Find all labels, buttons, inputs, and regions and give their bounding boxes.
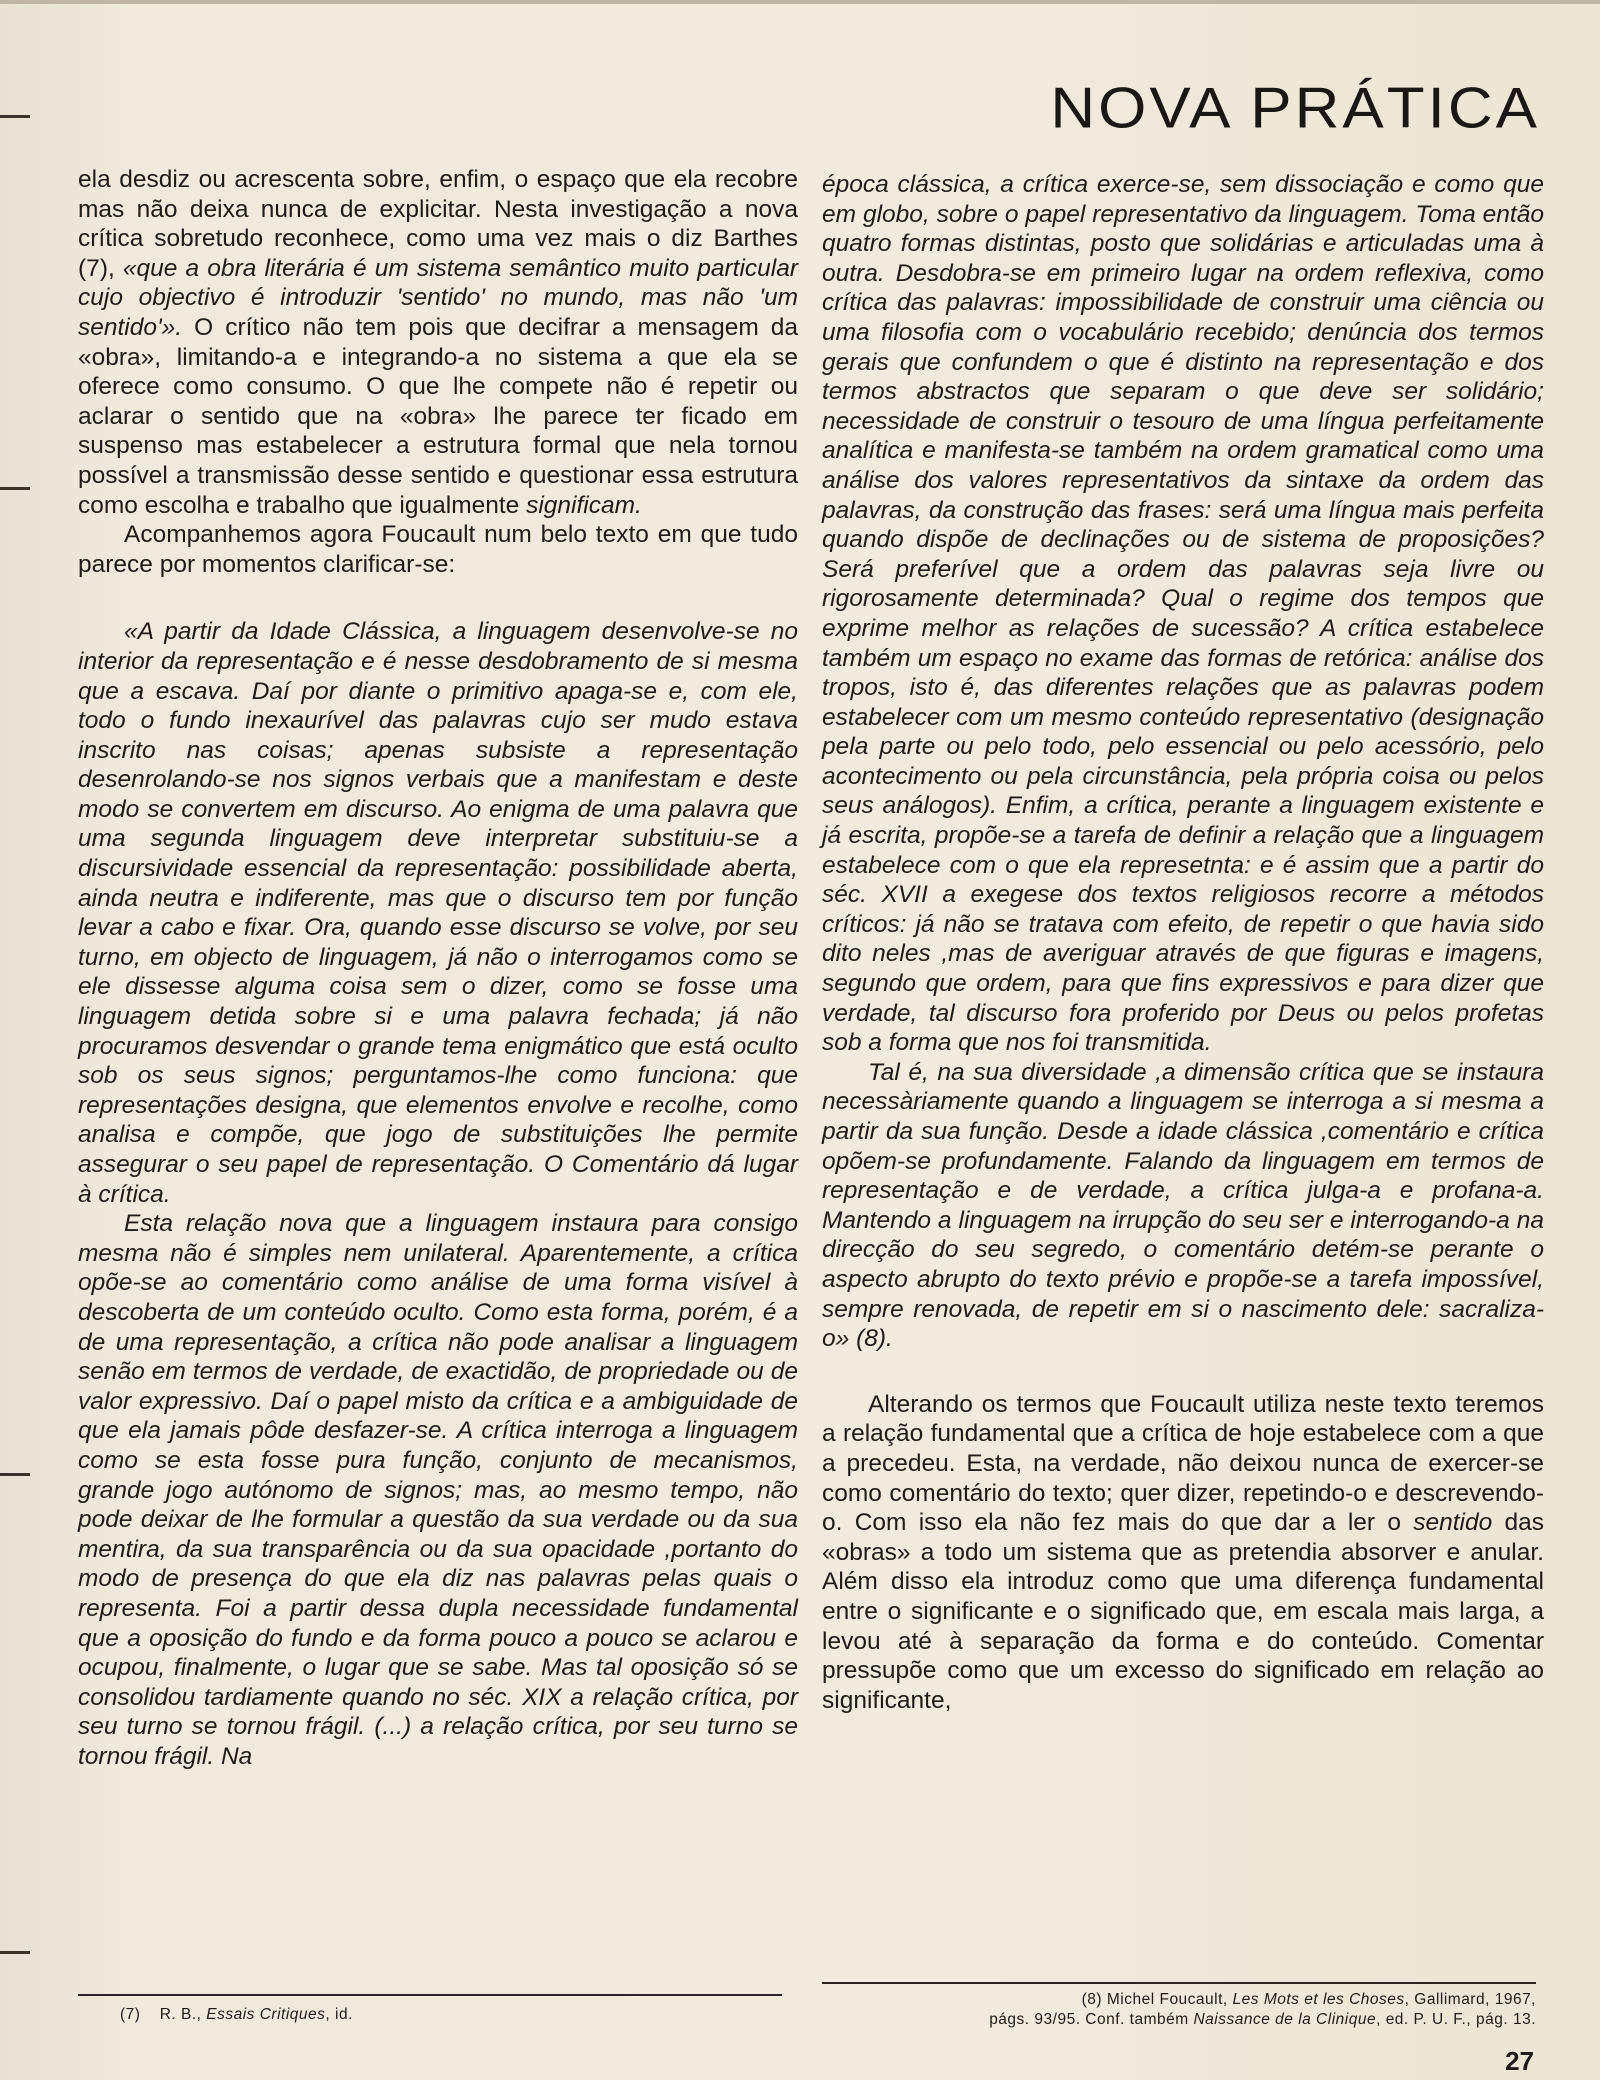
footnote-text: , Gallimard, 1967, (1404, 1991, 1536, 2008)
top-rule (0, 0, 1600, 4)
masthead: NOVA PRÁTICA (1050, 76, 1540, 141)
footnote-title: Naissance de la Clinique (1193, 2011, 1377, 2028)
quote-text: Tal é, na sua diversidade ,a dimensão crítica que se instaura necessàriamente quando a linguagem se interroga a si mesma a partir da sua função. Desde a idade clássica ,comentário e crítica opõem-se profundamente. Falando da linguagem em termos de representação e de verdade, a crítica julga-a e profana-a. Mantendo a linguagem na irrupção do seu ser e interrogando-a na direcção do seu segredo, o comentário detém-se perante o aspecto abrupto do texto prévio e propõe-se a tarefa impossível, sempre renovada, de repetir em si o nascimento dele: sacraliza-o» (822, 1058, 1544, 1353)
paragraph-2: Acompanhemos agora Foucault num belo texto em que tudo parece por momentos clarificar-se: (78, 521, 798, 578)
footnote-7 (120, 2005, 353, 2025)
footnote-text: págs. 93/95. Conf. também (989, 2011, 1194, 2028)
paragraph-text: ), (99, 254, 123, 282)
margin-mark (0, 1473, 30, 1476)
foucault-quote-2: Esta relação nova que a linguagem instaura para consigo mesma não é simples nem unilateral. Aparentemente, a crítica opõe-se ao comentário como análise de uma forma visível à descoberta de um conteúdo oculto. Como esta forma, porém, é a de uma representação, a crítica não pode analisar a linguagem senão em termos de verdade, de exactidão, de propriedade ou de valor expressivo. Daí o papel misto da crítica e a ambiguidade de que ela jamais pôde desfazer-se. A crítica interroga a linguagem como se esta fosse pura função, conjunto de mecanismos, grande jogo autónomo de signos; mas, ao mesmo tempo, não pode deixar de lhe formular a questão da sua verdade ou da sua mentira, da sua transparência ou da sua opacidade ,portanto do modo de presença do que ela diz nas palavras pelas quais o representa. Foi a partir dessa dupla necessidade fundamental que a oposição do fundo e da forma pouco a pouco se aclarou e ocupou, finalmente, o lugar que se sabe. Mas tal oposição só se consolidou tardiamente quando no séc. XIX a relação crítica, por seu turno se tornou frágil. (...) a relação crítica, por seu turno se tornou frágil. Na (78, 1210, 798, 1770)
foucault-quote-1: «A partir da Idade Clássica, a linguagem desenvolve-se no interior da representação e é nesse desdobramento de si mesma que a escava. Daí por diante o primitivo apaga-se e, com ele, todo o fundo inexaurível das palavras cujo ser mudo estava inscrito nas coisas; apenas subsiste a representação desenrolando-se nos signos verbais que a manifestam e deste modo se convertem em discurso. Ao enigma de uma palavra que uma segunda linguagem deve interpretar substituiu-se a discursividade essencial da representação: possibilidade aberta, ainda neutra e indiferente, mas que o discurso tem por função levar a cabo e fixar. Ora, quando esse discurso se volve, por seu turno, em objecto de linguagem, já não o interrogamos como se ele dissesse alguma coisa sem o dizer, como se fosse uma linguagem detida sobre si e uma palavra fechada; já não procuramos desvendar o grande tema enigmático que está oculto sob os seus signos; perguntamos-lhe como funciona: que representações designa, que elementos envolve e recolhe, como analisa e compõe, que jogo de substituições lhe permite assegurar o seu papel de representação. O Comentário dá lugar à crítica. (78, 618, 798, 1208)
spacer (822, 1354, 1544, 1390)
margin-mark (0, 115, 30, 118)
paragraph-text: das «obras» a todo um sistema que as pretendia absorver e anular. Além disso ela introduz como que uma diferença fundamental entre o significante e o significado que, em escala mais larga, a levou até à separação da forma e do conteúdo. Comentar pressupõe como que um excesso do significado em relação ao significante, (822, 1509, 1545, 1714)
footnote-8 (822, 1990, 1536, 2030)
left-column (78, 165, 798, 1771)
footnote-title: Les Mots et les Choses (1232, 1991, 1405, 2008)
foucault-quote-4 (822, 1058, 1544, 1354)
page-number: 27 (1505, 2046, 1534, 2076)
footnote-line (822, 2010, 1536, 2030)
footnote-line (822, 1990, 1536, 2010)
paragraph-text: ela desdiz ou acrescenta sobre, enfim, o espaço que ela recobre mas não deixa nunca de explicitar. Nesta investigação a nova crítica sobretudo reconhece, como uma vez mais o diz Barthes ( (78, 166, 798, 282)
paragraph-5 (822, 1390, 1544, 1716)
footnote-text: , id. (325, 2006, 353, 2023)
footnote-title: Essais Critiques (206, 2006, 326, 2023)
emphasis: sentido (1413, 1509, 1493, 1537)
footnote-ref: (8). (856, 1325, 893, 1353)
foucault-quote-3: época clássica, a crítica exerce-se, sem dissociação e como que em globo, sobre o papel representativo da linguagem. Toma então quatro formas distintas, posto que solidárias e articuladas uma à outra. Desdobra-se em primeiro lugar na ordem reflexiva, como crítica das palavras: impossibilidade de construir uma ciência ou uma filosofia com o vocabulário recebido; denúncia dos termos gerais que confundem o que é distinto na representação e dos termos abstractos que separam o que deve ser solidário; necessidade de construir o tesouro de uma língua perfeitamente analítica e manifesta-se também na ordem gramatical como uma análise dos valores representativos da sintaxe da ordem das palavras, da construção das frases: será uma língua mais perfeita quando dispõe de declinações ou de sistema de proposições? Será preferível que a ordem das palavras seja livre ou rigorosamente determinada? Qual o regime dos tempos que exprime melhor as relações de sucessão? A crítica estabelece também um espaço no exame das formas de retórica: análise dos tropos, isto é, das diferentes relações que as palavras podem estabelecer com um mesmo conteúdo representativo (designação pela parte ou pelo todo, pelo essencial ou pelo acessório, pelo acontecimento ou pela circunstância, pela própria coisa ou pelos seus análogos). Enfim, a crítica, perante a linguagem existente e já escrita, propõe-se a tarefa de definir a relação que a linguagem estabelece com o que ela represetnta: e é assim que a partir do séc. XVII a exegese dos textos religiosos recorre a métodos críticos: já não se tratava com efeito, de repetir o que havia sido dito neles ,mas de averiguar através de que figuras e imagens, segundo que ordem, para que fins expressivos e para dizer que verdade, tal discurso fora proferido por Deus ou pelos profetas sob a forma que nos foi transmitida. (822, 171, 1544, 1057)
footnote-text: , ed. P. U. F., pág. 13. (1376, 2011, 1536, 2028)
footnote-text: Michel Foucault, (1106, 1991, 1233, 2008)
paragraph-text: Alterando os termos que Foucault utiliza neste texto teremos a relação fundamental que a crítica de hoje estabelece com a que a precedeu. Esta, na verdade, não deixou nunca de exercer-se como comentário do texto; quer dizer, repetindo-o e descrevendo-o. Com isso ela não fez mais do que dar a ler o (822, 1390, 1544, 1537)
footnote-rule (78, 1994, 782, 1996)
footnote-rule (822, 1982, 1536, 1984)
right-column (822, 170, 1544, 1715)
footnote-mark: (8) (1081, 1991, 1103, 2008)
emphasis: significam. (526, 491, 642, 519)
margin-mark (0, 487, 30, 490)
footnote-text: R. B., (159, 2006, 207, 2023)
spacer (78, 579, 798, 617)
barthes-quote: «que a obra literária é um sistema semântico muito particular cujo objectivo é introduzir 'sentido' no mundo, mas não 'um sentido'». (78, 254, 798, 341)
paragraph-1 (78, 165, 798, 520)
margin-mark (0, 1951, 30, 1954)
footnote-ref: 7 (86, 254, 100, 282)
paragraph-text: O crítico não tem pois que decifrar a mensagem da «obra», limitando-a e integrando-a no sistema a que ela se oferece como consumo. O que lhe compete não é repetir ou aclarar o sentido que na «obra» lhe parece ter ficado em suspenso mas estabelecer a estrutura formal que nela tornou possível a transmissão desse sentido e questionar essa estrutura como escolha e trabalho que igualmente (78, 313, 798, 519)
footnote-mark: (7) (120, 2006, 141, 2023)
